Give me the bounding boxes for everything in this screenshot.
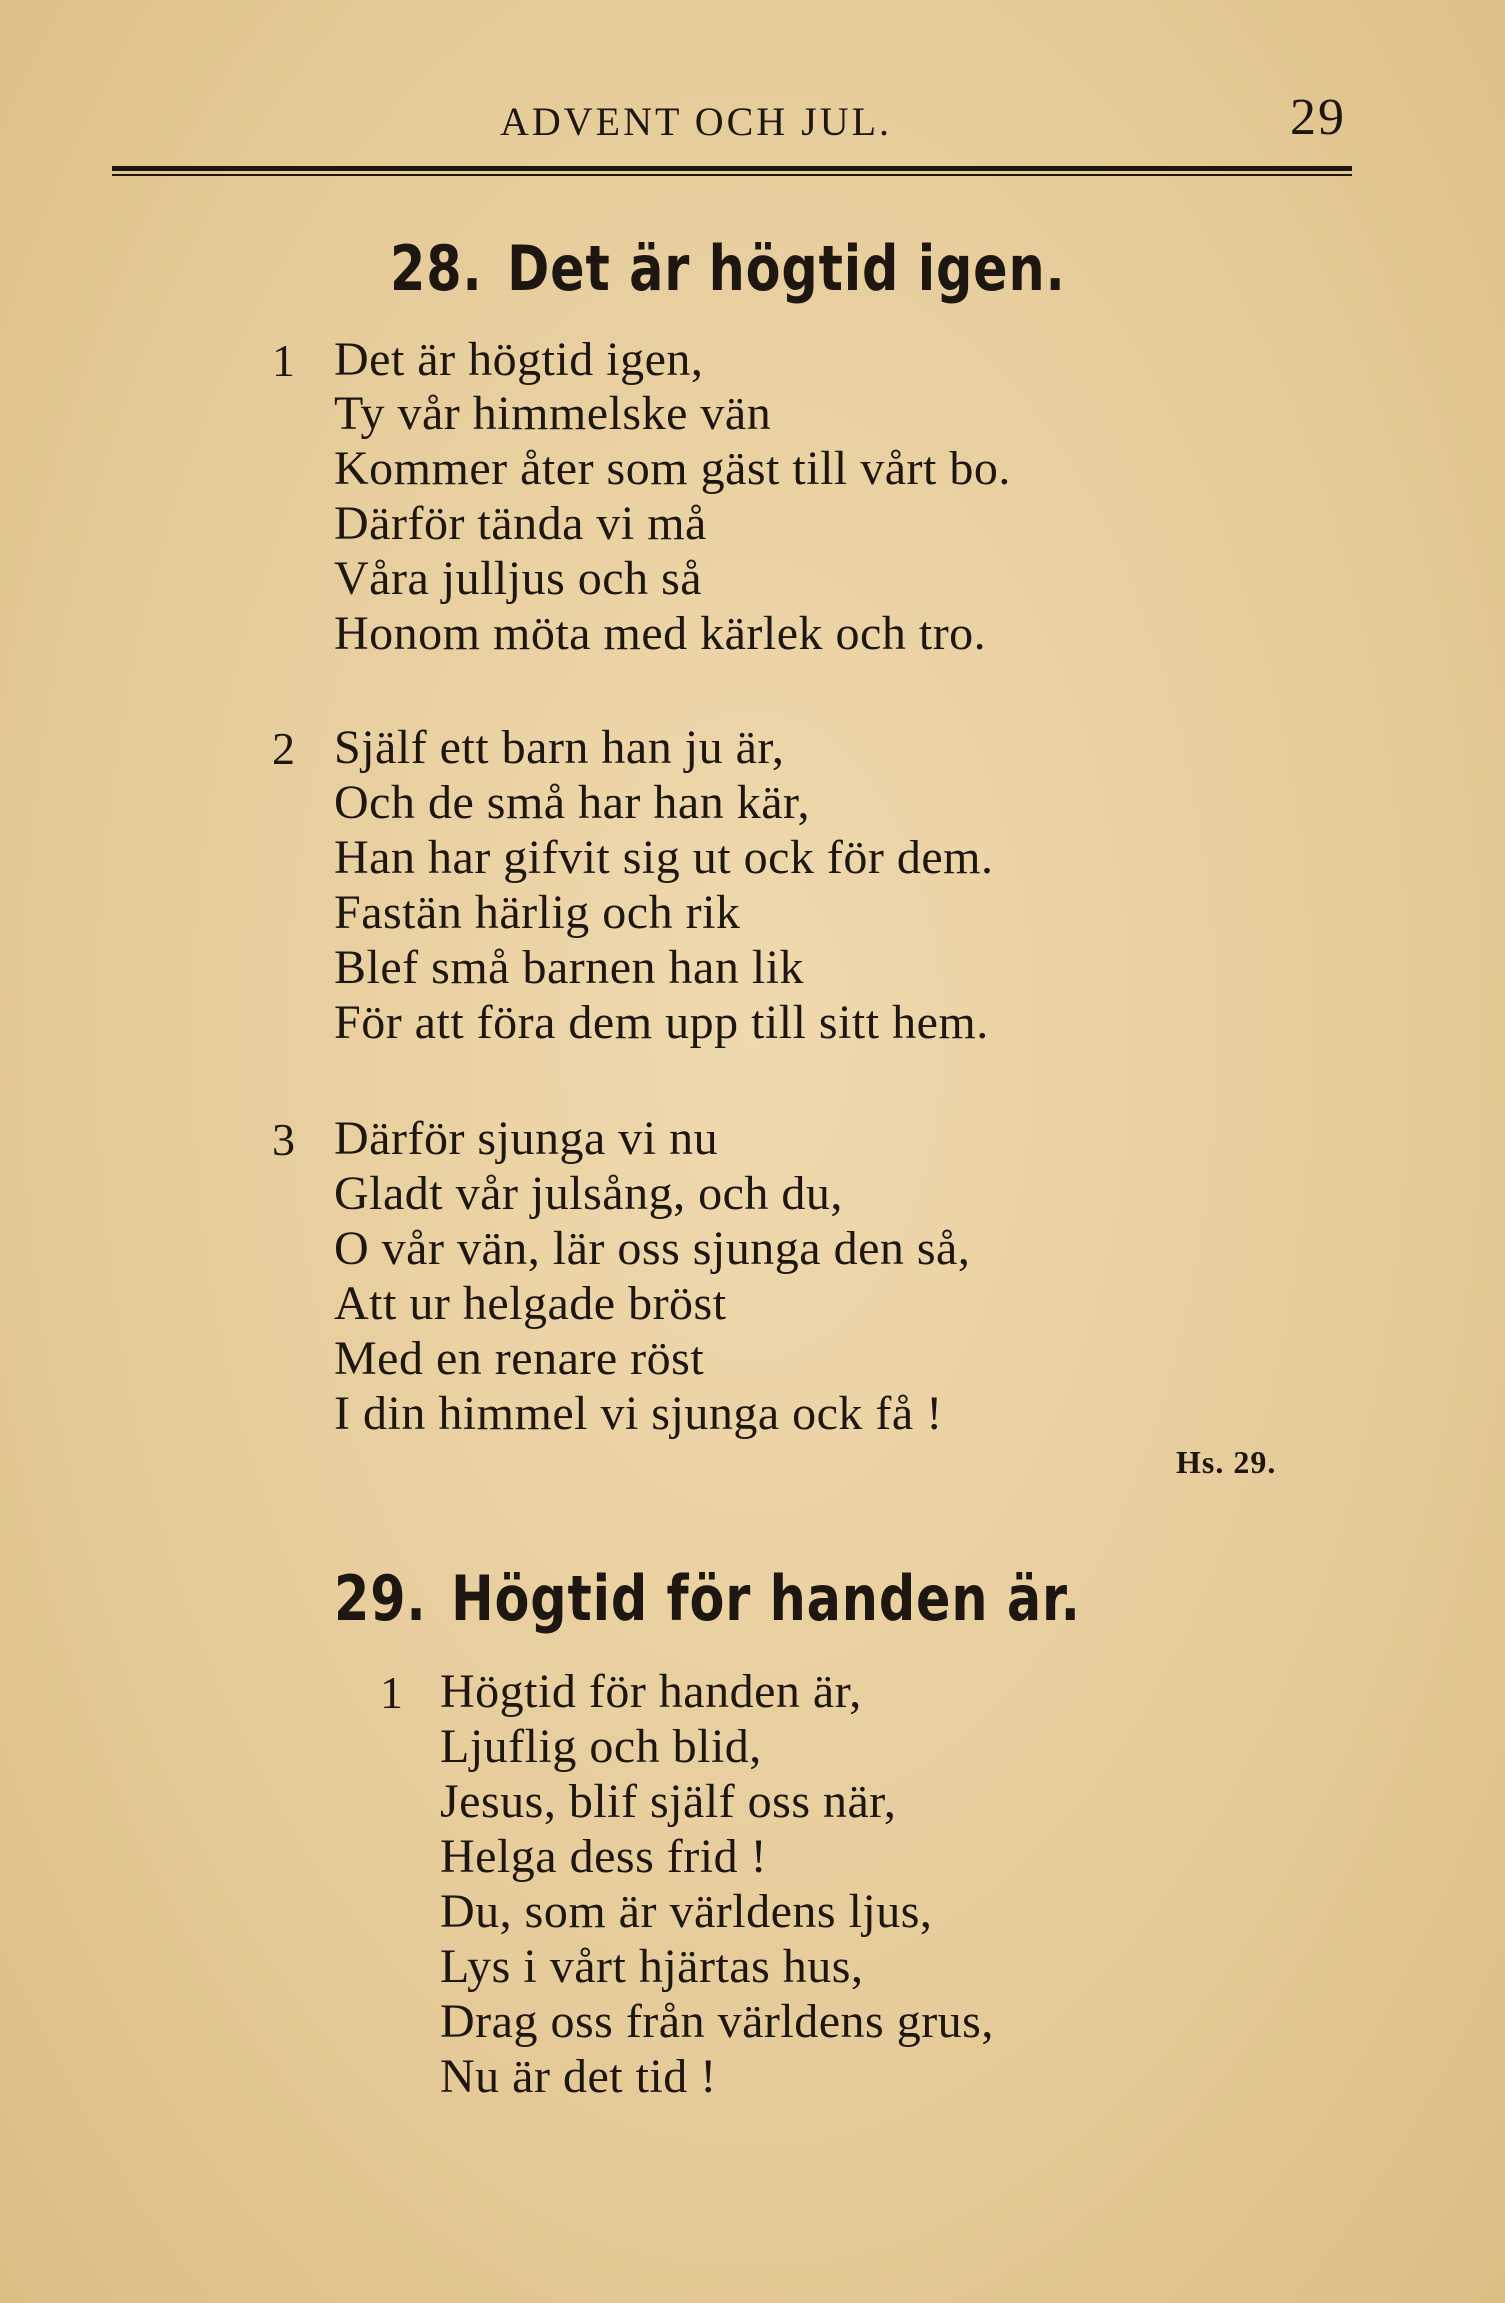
verse-line: Fastän härlig och rik xyxy=(334,886,741,939)
verse-line: Han har gifvit sig ut ock för dem. xyxy=(334,831,994,884)
header-rule-thin xyxy=(112,174,1352,176)
hymn-title xyxy=(390,232,1066,305)
verse-line: O vår vän, lär oss sjunga den så, xyxy=(334,1222,971,1275)
header-rule xyxy=(112,166,1352,171)
verse-line: Därför sjunga vi nu xyxy=(334,1112,719,1165)
verse-line: Ljuflig och blid, xyxy=(440,1720,762,1773)
verse-line: Det är högtid igen, xyxy=(334,333,704,386)
tune-reference: Hs. 29. xyxy=(1176,1444,1277,1480)
hymn-title-text: Det är högtid igen. xyxy=(507,232,1066,305)
verse-line: Våra julljus och så xyxy=(334,552,703,605)
verse-line: Helga dess frid ! xyxy=(440,1830,768,1883)
verse-number: 3 xyxy=(272,1114,295,1165)
verse-line: För att föra dem upp till sitt hem. xyxy=(334,996,989,1049)
verse-number: 2 xyxy=(272,723,295,774)
verse-line: I din himmel vi sjunga ock få ! xyxy=(334,1387,943,1440)
verse-line: Honom möta med kärlek och tro. xyxy=(334,607,987,660)
hymn-title-text: Högtid för handen är. xyxy=(451,1562,1081,1635)
verse-line: Lys i vårt hjärtas hus, xyxy=(440,1940,864,1993)
verse-line: Att ur helgade bröst xyxy=(334,1277,727,1330)
verse-line: Blef små barnen han lik xyxy=(334,941,805,994)
hymn-number: 29. xyxy=(334,1562,427,1635)
verse-number: 1 xyxy=(380,1667,403,1718)
verse-number: 1 xyxy=(272,335,295,386)
verse-line: Nu är det tid ! xyxy=(440,2050,717,2103)
verse-line: Med en renare röst xyxy=(334,1332,705,1385)
verse-line: Drag oss från världens grus, xyxy=(440,1995,994,2048)
page-number: 29 xyxy=(1290,89,1346,146)
verse-line: Själf ett barn han ju är, xyxy=(334,721,785,774)
verse-line: Gladt vår julsång, och du, xyxy=(334,1167,843,1220)
verse-line: Kommer åter som gäst till vårt bo. xyxy=(334,442,1011,495)
verse-line: Högtid för handen är, xyxy=(440,1665,862,1718)
hymn-title xyxy=(334,1562,1081,1635)
verse-line: Du, som är världens ljus, xyxy=(440,1885,933,1938)
verse-line: Och de små har han kär, xyxy=(334,776,811,829)
verse-line: Jesus, blif själf oss när, xyxy=(440,1775,897,1828)
verse-line: Ty vår himmelske vän xyxy=(334,387,772,440)
running-head: ADVENT OCH JUL. xyxy=(500,99,893,144)
verse-line: Därför tända vi må xyxy=(334,497,707,550)
hymn-number: 28. xyxy=(390,232,483,305)
